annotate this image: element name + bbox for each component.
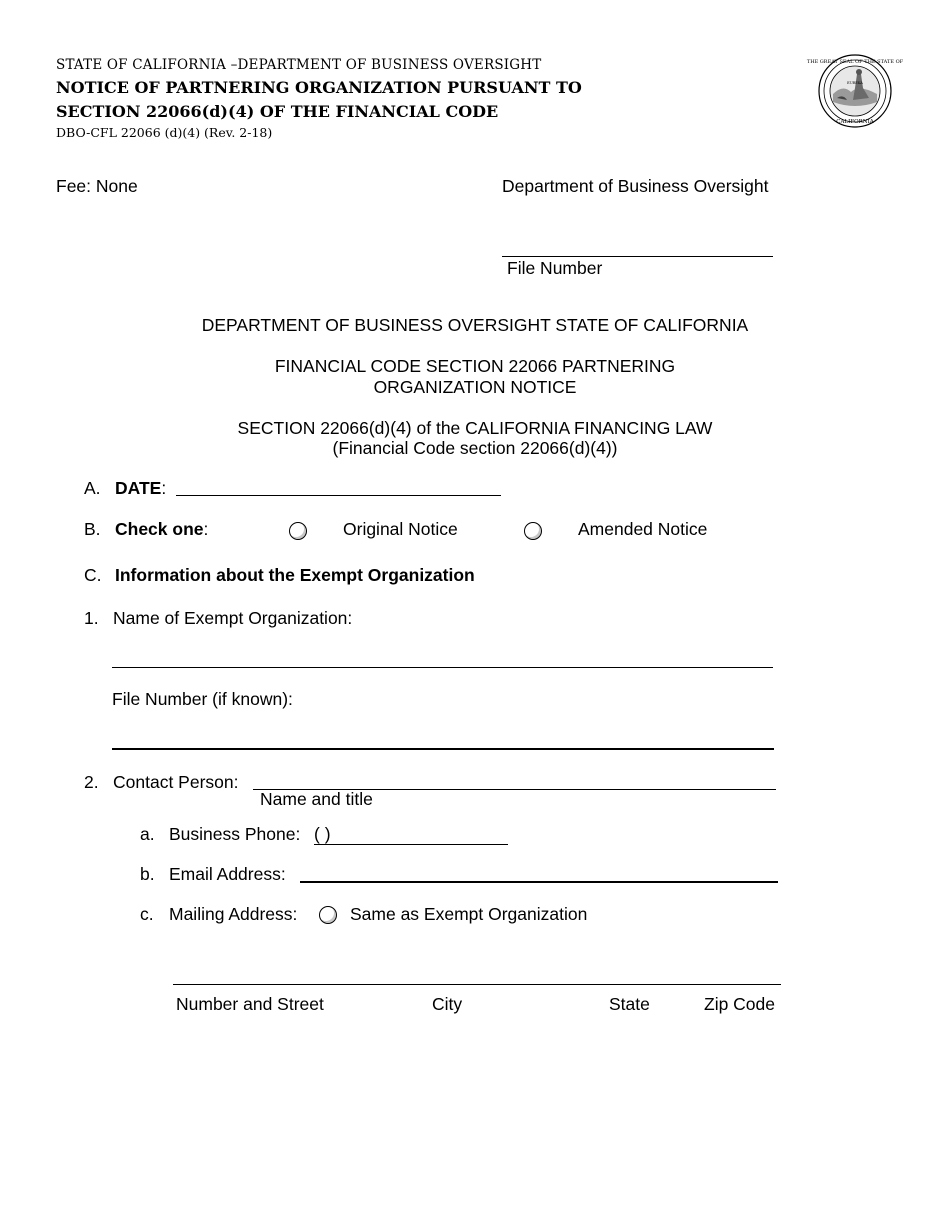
exempt-org-file-number-field[interactable]: [112, 748, 774, 750]
zip-code-label: Zip Code: [704, 994, 776, 1014]
title-section-2: ORGANIZATION NOTICE: [373, 377, 577, 397]
fee-label: Fee: None: [56, 176, 138, 196]
section-c-heading: Information about the Exempt Organization: [115, 565, 475, 585]
street-label: Number and Street: [176, 994, 324, 1014]
department-label: Department of Business Oversight: [502, 176, 769, 196]
date-field[interactable]: [176, 495, 501, 496]
exempt-org-name-field[interactable]: [112, 667, 773, 668]
state-label: State: [609, 994, 650, 1014]
check-one-label: Check one:: [115, 519, 209, 539]
original-notice-label: Original Notice: [343, 519, 458, 539]
date-label: DATE:: [115, 478, 167, 498]
original-notice-radio[interactable]: [289, 522, 307, 540]
same-as-exempt-org-label: Same as Exempt Organization: [350, 904, 588, 924]
mailing-address-label: Mailing Address:: [169, 904, 298, 924]
item-2a-letter: a.: [140, 824, 155, 844]
agency-line: STATE OF CALIFORNIA –DEPARTMENT OF BUSINESS OVERSIGHT: [56, 57, 542, 73]
svg-text:THE GREAT SEAL OF THE STATE OF: THE GREAT SEAL OF THE STATE OF: [806, 59, 904, 65]
section-a-letter: A.: [84, 478, 101, 498]
name-and-title-label: Name and title: [260, 789, 373, 809]
exempt-org-file-number-label: File Number (if known):: [112, 689, 293, 709]
amended-notice-label: Amended Notice: [578, 519, 708, 539]
phone-area-code: ( ): [314, 824, 331, 844]
email-address-label: Email Address:: [169, 864, 286, 884]
same-as-exempt-org-radio[interactable]: [319, 906, 337, 924]
business-phone-field[interactable]: [314, 844, 508, 845]
item-2b-letter: b.: [140, 864, 155, 884]
contact-person-label: Contact Person:: [113, 772, 239, 792]
section-b-letter: B.: [84, 519, 101, 539]
title-department: DEPARTMENT OF BUSINESS OVERSIGHT STATE OF CALIFORNIA: [201, 315, 749, 335]
exempt-org-name-label: Name of Exempt Organization:: [113, 608, 353, 628]
city-label: City: [432, 994, 463, 1014]
form-title-line2: SECTION 22066(d)(4) OF THE FINANCIAL CODE: [56, 102, 499, 121]
svg-text:EUREKA: EUREKA: [847, 81, 863, 85]
mailing-address-field[interactable]: [173, 984, 781, 985]
business-phone-label: Business Phone:: [169, 824, 301, 844]
form-title-line1: NOTICE OF PARTNERING ORGANIZATION PURSUANT TO: [56, 78, 582, 97]
section-c-letter: C.: [84, 565, 102, 585]
state-seal-icon: [806, 54, 904, 128]
item-2-number: 2.: [84, 772, 99, 792]
file-number-label: File Number: [507, 258, 603, 278]
email-address-field[interactable]: [300, 881, 778, 883]
svg-text:CALIFORNIA: CALIFORNIA: [836, 119, 874, 125]
title-section-1: FINANCIAL CODE SECTION 22066 PARTNERING: [274, 356, 676, 376]
form-number: DBO-CFL 22066 (d)(4) (Rev. 2-18): [56, 125, 273, 140]
title-citation: (Financial Code section 22066(d)(4)): [332, 438, 618, 458]
item-1-number: 1.: [84, 608, 99, 628]
item-2c-letter: c.: [140, 904, 154, 924]
file-number-line[interactable]: [502, 256, 773, 257]
amended-notice-radio[interactable]: [524, 522, 542, 540]
title-law: SECTION 22066(d)(4) of the CALIFORNIA FINANCING LAW: [237, 418, 713, 438]
